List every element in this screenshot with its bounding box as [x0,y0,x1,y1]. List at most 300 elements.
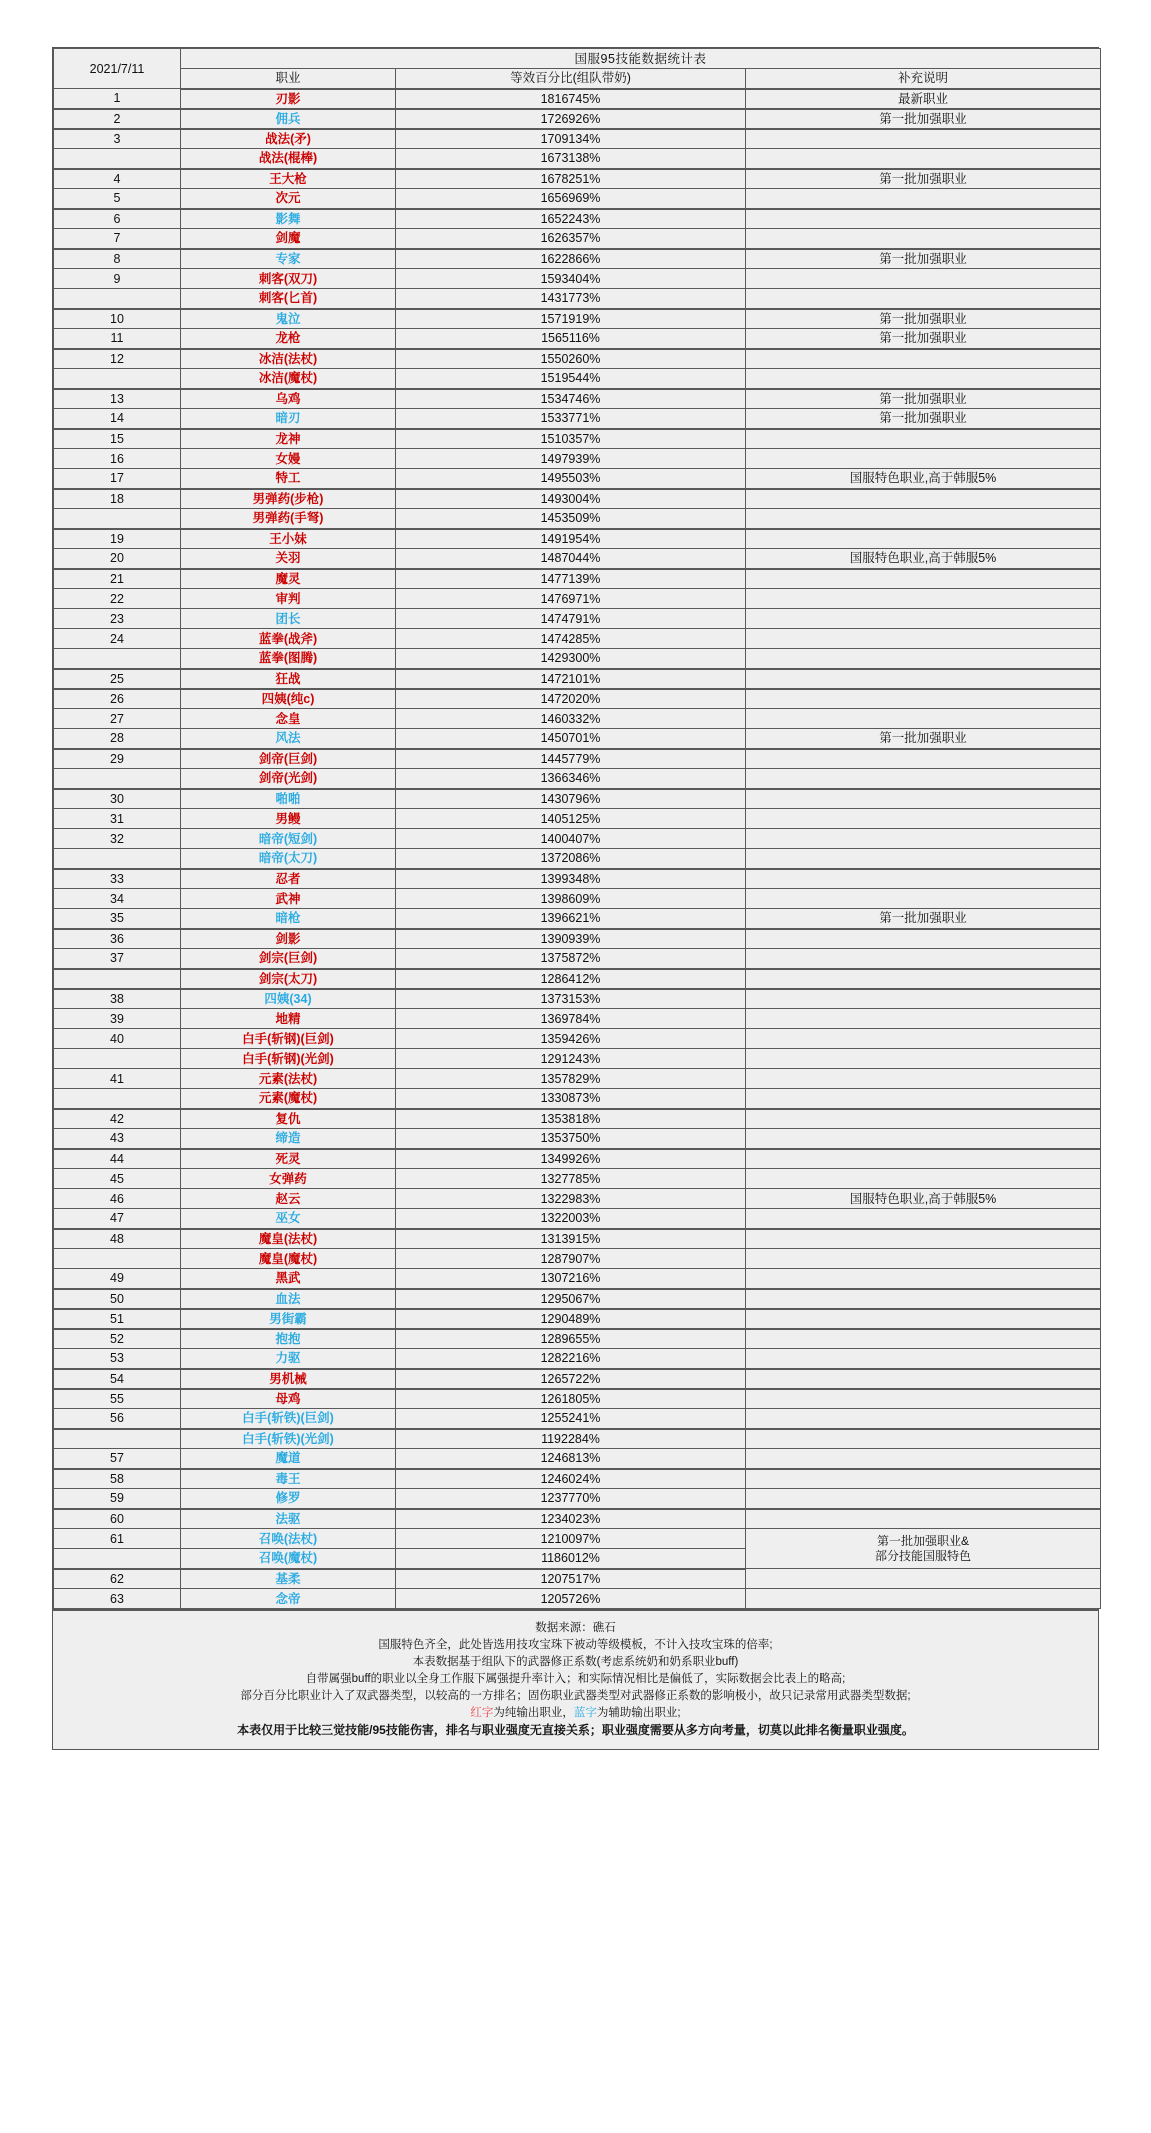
cell-job-name: 王小妹 [181,529,396,549]
cell-note [746,1589,1101,1609]
cell-rank: 24 [54,629,181,649]
cell-percent: 1282216% [396,1349,746,1369]
cell-percent: 1265722% [396,1369,746,1389]
cell-percent: 1261805% [396,1389,746,1409]
cell-job-name: 剑魔 [181,229,396,249]
legend-red-label: 红字 [470,1707,494,1719]
cell-rank: 53 [54,1349,181,1369]
cell-rank: 30 [54,789,181,809]
cell-job-name: 魔道 [181,1449,396,1469]
cell-rank: 63 [54,1589,181,1609]
cell-note: 国服特色职业,高于韩服5% [746,549,1101,569]
cell-rank: 32 [54,829,181,849]
cell-note [746,789,1101,809]
cell-percent: 1234023% [396,1509,746,1529]
cell-note [746,1229,1101,1249]
cell-percent: 1495503% [396,469,746,489]
cell-job-name: 龙枪 [181,329,396,349]
cell-percent: 1816745% [396,89,746,109]
cell-note [746,1489,1101,1509]
footer-line-2: 国服特色齐全，此处皆选用技攻宝珠下被动等级模板，不计入技攻宝珠的倍率; [378,1639,773,1651]
cell-percent: 1622866% [396,249,746,269]
cell-percent: 1287907% [396,1249,746,1269]
cell-job-name: 啪啪 [181,789,396,809]
cell-rank: 56 [54,1409,181,1429]
cell-job-name: 召唤(魔杖) [181,1549,396,1569]
cell-rank [54,1049,181,1069]
table-row [54,1109,1101,1129]
table-row [54,1229,1101,1249]
table-row [54,549,1101,569]
footer-line-6 [59,1705,1092,1722]
cell-percent: 1366346% [396,769,746,789]
table-row [54,1569,1101,1589]
legend-red-desc: 为纯输出职业， [493,1707,574,1719]
cell-note [746,989,1101,1009]
cell-percent: 1295067% [396,1289,746,1309]
legend-blue-label: 蓝字 [573,1707,597,1719]
table-row [54,529,1101,549]
cell-note [746,609,1101,629]
cell-note [746,849,1101,869]
cell-percent: 1369784% [396,1009,746,1029]
cell-rank: 26 [54,689,181,709]
cell-job-name: 魔皇(魔杖) [181,1249,396,1269]
sheet-date: 2021/7/11 [54,49,181,89]
cell-job-name: 专家 [181,249,396,269]
cell-job-name: 关羽 [181,549,396,569]
cell-job-name: 审判 [181,589,396,609]
cell-job-name: 法驱 [181,1509,396,1529]
cell-job-name: 赵云 [181,1189,396,1209]
cell-note: 最新职业 [746,89,1101,109]
cell-job-name: 刺客(匕首) [181,289,396,309]
cell-rank: 50 [54,1289,181,1309]
table-row [54,769,1101,789]
table-row [54,89,1101,109]
cell-job-name: 魔灵 [181,569,396,589]
cell-note [746,1329,1101,1349]
cell-job-name: 白手(斩铁)(光剑) [181,1429,396,1449]
cell-rank: 12 [54,349,181,369]
cell-rank [54,1429,181,1449]
cell-note: 第一批加强职业 [746,909,1101,929]
note-line-2: 部分技能国服特色 [875,1548,972,1563]
cell-percent: 1330873% [396,1089,746,1109]
cell-percent: 1286412% [396,969,746,989]
cell-note [746,1449,1101,1469]
cell-job-name: 战法(矛) [181,129,396,149]
cell-job-name: 念皇 [181,709,396,729]
table-row [54,729,1101,749]
cell-note [746,969,1101,989]
cell-rank [54,289,181,309]
table-title-row [54,49,1101,69]
cell-rank: 35 [54,909,181,929]
cell-percent: 1472101% [396,669,746,689]
cell-percent: 1474285% [396,629,746,649]
cell-job-name: 黑武 [181,1269,396,1289]
cell-percent: 1399348% [396,869,746,889]
cell-percent: 1322983% [396,1189,746,1209]
cell-rank: 18 [54,489,181,509]
cell-rank: 6 [54,209,181,229]
table-row [54,1189,1101,1209]
footer-notes [53,1609,1098,1749]
cell-note [746,229,1101,249]
cell-job-name: 白手(斩钢)(巨剑) [181,1029,396,1049]
cell-note [746,189,1101,209]
cell-note [746,929,1101,949]
cell-job-name: 冰洁(魔杖) [181,369,396,389]
cell-percent: 1353818% [396,1109,746,1129]
cell-job-name: 忍者 [181,869,396,889]
cell-rank [54,509,181,529]
cell-rank [54,769,181,789]
footer-line-3: 本表数据基于组队下的武器修正系数(考虑系统奶和奶系职业buff) [412,1656,739,1668]
cell-note [746,1429,1101,1449]
cell-note [746,649,1101,669]
table-header-row [54,69,1101,89]
cell-note [746,149,1101,169]
cell-percent: 1445779% [396,749,746,769]
cell-job-name: 剑帝(巨剑) [181,749,396,769]
cell-rank: 25 [54,669,181,689]
table-row [54,1389,1101,1409]
cell-note: 第一批加强职业 [746,249,1101,269]
cell-job-name: 暗刃 [181,409,396,429]
cell-rank: 27 [54,709,181,729]
cell-rank: 8 [54,249,181,269]
cell-note [746,689,1101,709]
footer-line-5: 部分百分比职业计入了双武器类型，以较高的一方排名；固伤职业武器类型对武器修正系数的影响极小，故只记录常用武器类型数据; [240,1690,911,1702]
cell-percent: 1534746% [396,389,746,409]
cell-percent: 1353750% [396,1129,746,1149]
cell-note [746,1149,1101,1169]
cell-percent: 1678251% [396,169,746,189]
cell-rank: 55 [54,1389,181,1409]
cell-note [746,1089,1101,1109]
cell-percent: 1472020% [396,689,746,709]
cell-note [746,1569,1101,1589]
table-row [54,1429,1101,1449]
cell-note [746,829,1101,849]
table-row [54,1149,1101,1169]
cell-rank: 38 [54,989,181,1009]
footer-line-1: 数据来源：礁石 [535,1622,616,1634]
cell-percent: 1349926% [396,1149,746,1169]
table-row [54,989,1101,1009]
table-row [54,289,1101,309]
cell-note [746,489,1101,509]
cell-job-name: 母鸡 [181,1389,396,1409]
table-row [54,149,1101,169]
cell-percent: 1431773% [396,289,746,309]
table-row [54,789,1101,809]
table-row [54,609,1101,629]
table-body [54,89,1101,1609]
cell-job-name: 战法(棍棒) [181,149,396,169]
note-line-1: 第一批加强职业& [877,1533,970,1548]
table-row [54,109,1101,129]
cell-percent: 1373153% [396,989,746,1009]
table-row [54,1489,1101,1509]
cell-rank: 42 [54,1109,181,1129]
table-row [54,649,1101,669]
cell-note [746,1209,1101,1229]
cell-job-name: 四姨(34) [181,989,396,1009]
cell-job-name: 男鳗 [181,809,396,829]
cell-note [746,1029,1101,1049]
cell-percent: 1476971% [396,589,746,609]
table-row [54,749,1101,769]
table-row [54,249,1101,269]
table-row [54,589,1101,609]
cell-job-name: 王大枪 [181,169,396,189]
cell-job-name: 毒王 [181,1469,396,1489]
cell-percent: 1291243% [396,1049,746,1069]
cell-rank: 22 [54,589,181,609]
cell-note: 第一批加强职业 [746,389,1101,409]
cell-note [746,209,1101,229]
cell-note [746,589,1101,609]
table-row [54,1409,1101,1429]
table-row [54,689,1101,709]
skill-data-table [53,48,1101,1609]
cell-job-name: 念帝 [181,1589,396,1609]
table-row [54,389,1101,409]
cell-job-name: 特工 [181,469,396,489]
cell-job-name: 影舞 [181,209,396,229]
cell-rank [54,369,181,389]
cell-rank: 17 [54,469,181,489]
cell-rank: 15 [54,429,181,449]
cell-percent: 1487044% [396,549,746,569]
cell-job-name: 地精 [181,1009,396,1029]
cell-job-name: 元素(法杖) [181,1069,396,1089]
cell-job-name: 男弹药(手弩) [181,509,396,529]
cell-rank: 60 [54,1509,181,1529]
cell-note: 第一批加强职业 [746,169,1101,189]
cell-job-name: 元素(魔杖) [181,1089,396,1109]
cell-rank: 28 [54,729,181,749]
table-row [54,969,1101,989]
cell-percent: 1497939% [396,449,746,469]
cell-rank: 54 [54,1369,181,1389]
cell-note [746,769,1101,789]
cell-job-name: 巫女 [181,1209,396,1229]
table-row [54,349,1101,369]
cell-rank [54,849,181,869]
cell-rank: 51 [54,1309,181,1329]
cell-percent: 1322003% [396,1209,746,1229]
table-row [54,1289,1101,1309]
cell-percent: 1307216% [396,1269,746,1289]
cell-percent: 1709134% [396,129,746,149]
cell-percent: 1390939% [396,929,746,949]
cell-rank [54,649,181,669]
cell-percent: 1192284% [396,1429,746,1449]
cell-job-name: 乌鸡 [181,389,396,409]
cell-percent: 1593404% [396,269,746,289]
cell-job-name: 狂战 [181,669,396,689]
cell-percent: 1565116% [396,329,746,349]
table-row [54,809,1101,829]
cell-rank: 45 [54,1169,181,1189]
cell-percent: 1205726% [396,1589,746,1609]
cell-note [746,369,1101,389]
cell-note [746,949,1101,969]
cell-percent: 1313915% [396,1229,746,1249]
cell-note [746,869,1101,889]
cell-note [746,1109,1101,1129]
cell-note [746,1349,1101,1369]
table-row [54,1349,1101,1369]
cell-job-name: 剑影 [181,929,396,949]
table-row [54,709,1101,729]
cell-job-name: 抱抱 [181,1329,396,1349]
cell-note [746,749,1101,769]
cell-percent: 1550260% [396,349,746,369]
table-row [54,629,1101,649]
cell-percent: 1359426% [396,1029,746,1049]
cell-rank: 47 [54,1209,181,1229]
cell-job-name: 佣兵 [181,109,396,129]
cell-job-name: 男弹药(步枪) [181,489,396,509]
cell-job-name: 基柔 [181,1569,396,1589]
cell-rank: 59 [54,1489,181,1509]
cell-rank: 48 [54,1229,181,1249]
table-row [54,1029,1101,1049]
cell-percent: 1533771% [396,409,746,429]
table-row [54,309,1101,329]
cell-note [746,1269,1101,1289]
table-row [54,869,1101,889]
cell-percent: 1207517% [396,1569,746,1589]
cell-note [746,1529,1101,1569]
table-row [54,1329,1101,1349]
cell-note [746,269,1101,289]
cell-percent: 1493004% [396,489,746,509]
table-row [54,1009,1101,1029]
cell-rank: 19 [54,529,181,549]
table-row [54,409,1101,429]
table-row [54,169,1101,189]
cell-note [746,1069,1101,1089]
cell-job-name: 四姨(纯c) [181,689,396,709]
cell-rank: 31 [54,809,181,829]
cell-note [746,1289,1101,1309]
cell-percent: 1673138% [396,149,746,169]
table-row [54,569,1101,589]
table-row [54,1309,1101,1329]
cell-job-name: 男机械 [181,1369,396,1389]
cell-note: 国服特色职业,高于韩服5% [746,1189,1101,1209]
cell-rank [54,1549,181,1569]
cell-note [746,1369,1101,1389]
cell-percent: 1246813% [396,1449,746,1469]
cell-note [746,1249,1101,1269]
table-row [54,1529,1101,1549]
cell-job-name: 力驱 [181,1349,396,1369]
cell-rank: 41 [54,1069,181,1089]
cell-job-name: 刃影 [181,89,396,109]
cell-rank: 49 [54,1269,181,1289]
cell-percent: 1290489% [396,1309,746,1329]
legend-blue-desc: 为辅助输出职业; [596,1707,681,1719]
cell-percent: 1246024% [396,1469,746,1489]
cell-rank: 16 [54,449,181,469]
table-row [54,1269,1101,1289]
cell-job-name: 刺客(双刀) [181,269,396,289]
table-row [54,329,1101,349]
table-row [54,1449,1101,1469]
table-row [54,949,1101,969]
table-row [54,1069,1101,1089]
cell-note [746,809,1101,829]
cell-percent: 1289655% [396,1329,746,1349]
cell-rank: 11 [54,329,181,349]
cell-note [746,429,1101,449]
cell-percent: 1626357% [396,229,746,249]
table-row [54,929,1101,949]
cell-percent: 1491954% [396,529,746,549]
column-header-job: 职业 [181,69,396,89]
cell-percent: 1656969% [396,189,746,209]
table-row [54,1209,1101,1229]
table-row [54,489,1101,509]
cell-note [746,1169,1101,1189]
table-row [54,669,1101,689]
table-row [54,229,1101,249]
cell-note [746,1469,1101,1489]
cell-job-name: 女弹药 [181,1169,396,1189]
cell-job-name: 召唤(法杖) [181,1529,396,1549]
cell-rank: 43 [54,1129,181,1149]
table-row [54,889,1101,909]
cell-job-name: 蓝拳(战斧) [181,629,396,649]
cell-rank: 3 [54,129,181,149]
cell-rank: 7 [54,229,181,249]
cell-note [746,1509,1101,1529]
cell-rank: 57 [54,1449,181,1469]
table-row [54,1589,1101,1609]
cell-percent: 1477139% [396,569,746,589]
cell-percent: 1237770% [396,1489,746,1509]
table-row [54,1129,1101,1149]
table-row [54,1509,1101,1529]
table-row [54,1249,1101,1269]
cell-note [746,129,1101,149]
cell-job-name: 复仇 [181,1109,396,1129]
footer-line-4: 自带属强buff的职业以全身工作服下属强提升率计入；和实际情况相比是偏低了，实际数据会比表上的略高; [305,1673,846,1685]
cell-rank [54,1249,181,1269]
cell-job-name: 白手(斩铁)(巨剑) [181,1409,396,1429]
sheet-title: 国服95技能数据统计表 [181,49,1101,69]
cell-rank: 62 [54,1569,181,1589]
cell-percent: 1510357% [396,429,746,449]
cell-rank: 13 [54,389,181,409]
cell-rank: 5 [54,189,181,209]
cell-rank: 23 [54,609,181,629]
cell-percent: 1375872% [396,949,746,969]
cell-rank: 52 [54,1329,181,1349]
table-row [54,509,1101,529]
table-row [54,1169,1101,1189]
footer-line-7: 本表仅用于比较三觉技能/95技能伤害，排名与职业强度无直接关系；职业强度需要从多方向考量，切莫以此排名衡量职业强度。 [237,1723,914,1737]
cell-rank: 34 [54,889,181,909]
cell-note: 第一批加强职业 [746,109,1101,129]
